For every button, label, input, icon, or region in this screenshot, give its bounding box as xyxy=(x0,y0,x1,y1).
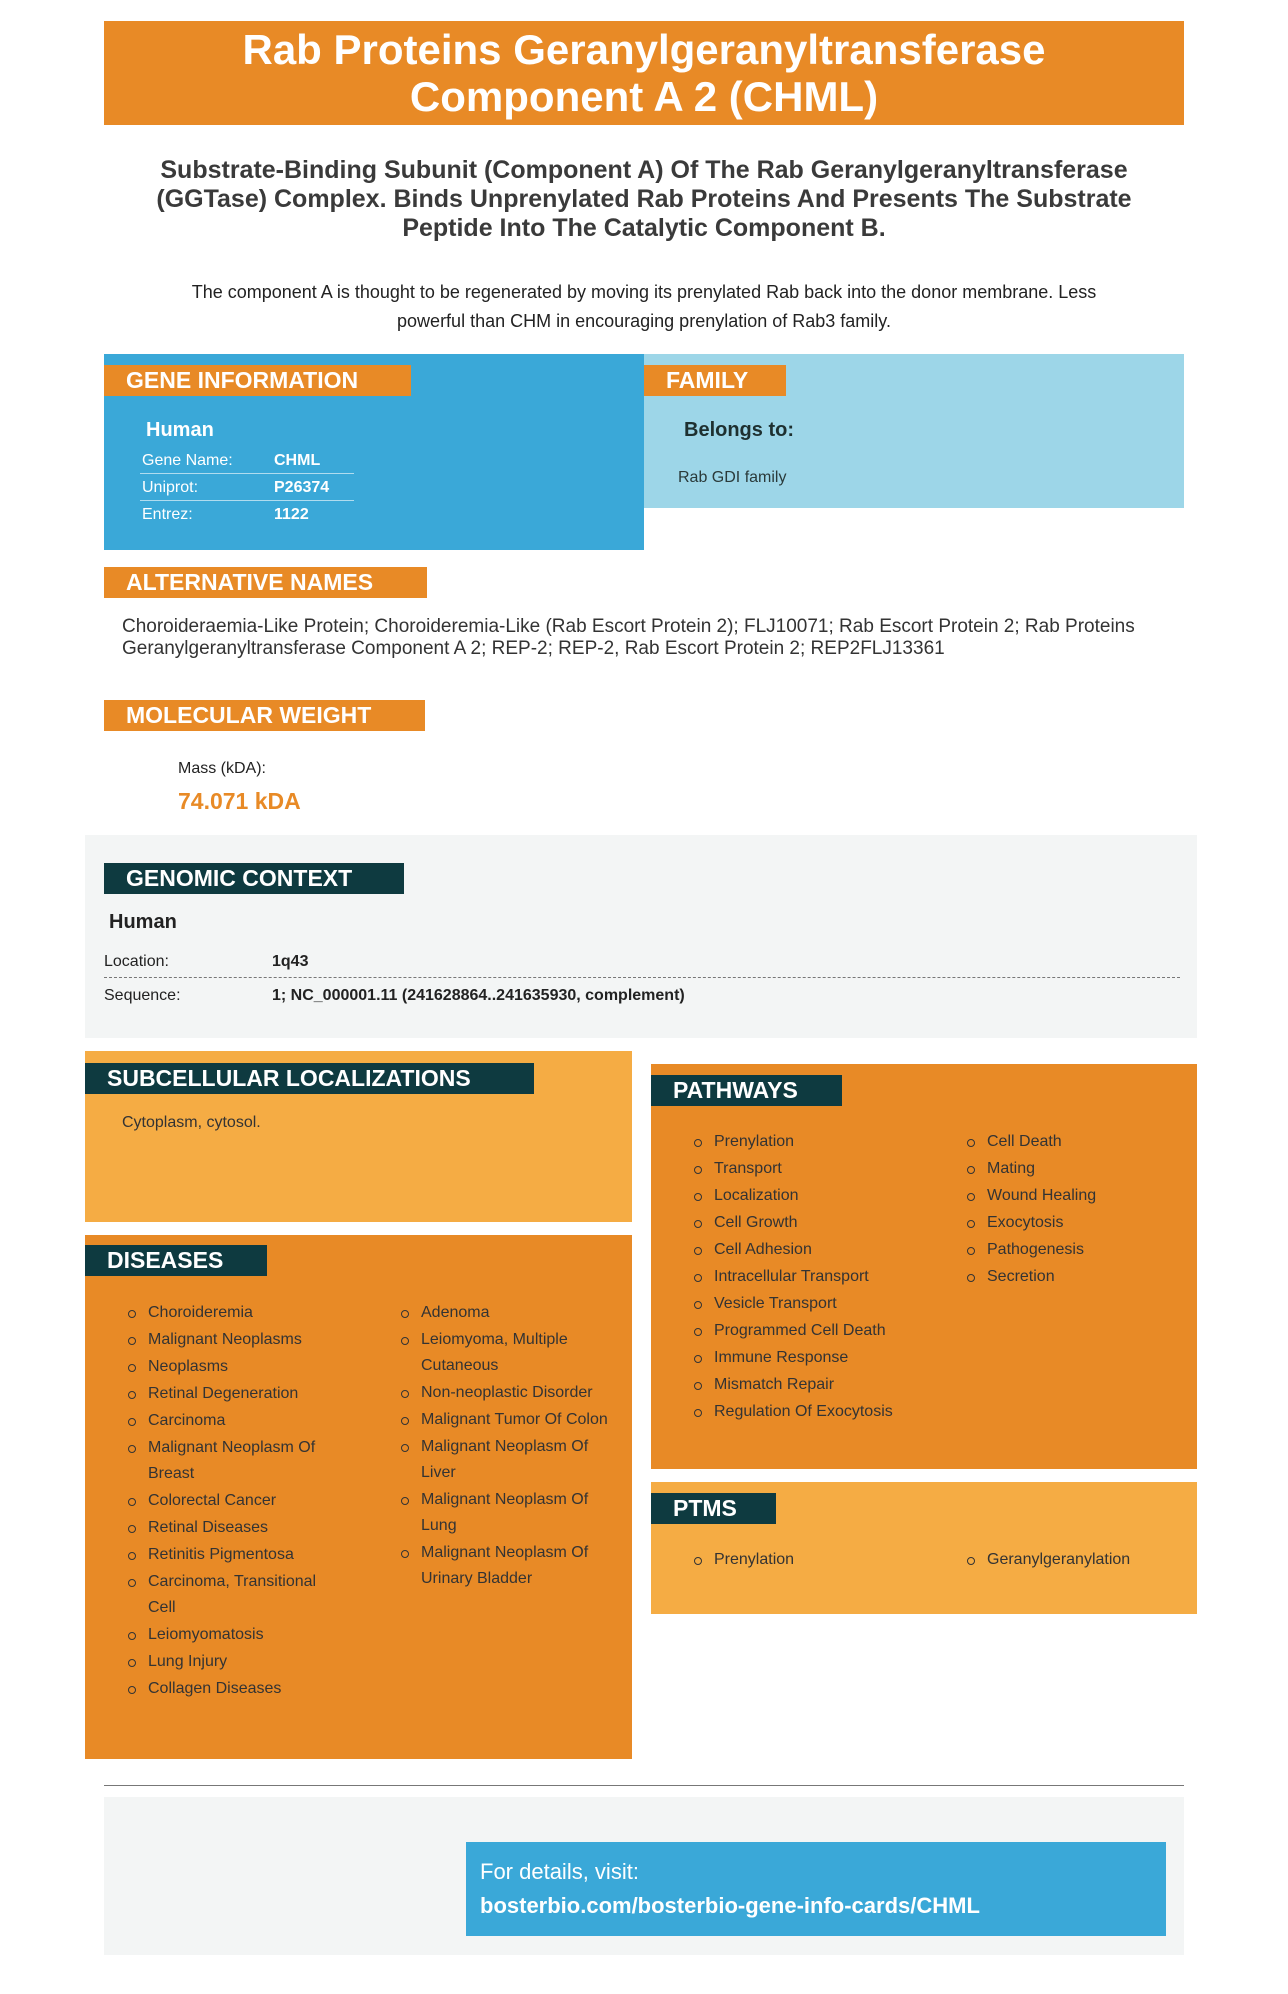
disease-item: Retinitis Pigmentosa xyxy=(126,1542,346,1568)
disease-item: Carcinoma, Transitional Cell xyxy=(126,1569,346,1621)
pathway-item: Exocytosis xyxy=(965,1210,1185,1236)
page-title: Rab Proteins Geranylgeranyltransferase Component A 2 (CHML) xyxy=(242,26,1046,120)
molecular-weight-heading: MOLECULAR WEIGHT xyxy=(104,700,425,731)
pathway-item: Cell Growth xyxy=(692,1210,922,1236)
uniprot-row xyxy=(140,474,354,501)
disease-item: Malignant Neoplasm Of Liver xyxy=(399,1434,624,1486)
gene-information-heading: GENE INFORMATION xyxy=(104,365,411,396)
pathway-item: Wound Healing xyxy=(965,1183,1185,1209)
disease-item: Adenoma xyxy=(399,1300,624,1326)
disease-item: Neoplasms xyxy=(126,1354,346,1380)
uniprot-value: P26374 xyxy=(274,479,330,496)
disease-item: Retinal Degeneration xyxy=(126,1381,346,1407)
sequence-label: Sequence: xyxy=(104,987,181,1004)
ptms-list-right xyxy=(965,1547,1185,1574)
disease-item: Retinal Diseases xyxy=(126,1515,346,1541)
mass-label: Mass (kDA): xyxy=(178,760,266,777)
protein-description: The component A is thought to be regenerated by moving its prenylated Rab back into the donor membrane. Less powerful than CHM in encouraging prenylation of Rab3 family. xyxy=(191,282,1097,331)
pathway-item: Intracellular Transport xyxy=(692,1264,922,1290)
footer-divider xyxy=(104,1785,1184,1786)
disease-item: Leiomyomatosis xyxy=(126,1622,346,1648)
details-callout xyxy=(466,1842,1166,1936)
entrez-label: Entrez: xyxy=(142,506,193,523)
entrez-value: 1122 xyxy=(274,506,309,523)
diseases-heading: DISEASES xyxy=(85,1245,267,1276)
gene-info-species: Human xyxy=(146,419,214,441)
entrez-row xyxy=(140,501,354,528)
disease-item: Colorectal Cancer xyxy=(126,1488,346,1514)
pathway-item: Cell Adhesion xyxy=(692,1237,922,1263)
pathway-item: Secretion xyxy=(965,1264,1185,1290)
location-row xyxy=(104,948,1180,978)
alternative-names-text: Choroideraemia-Like Protein; Choroideremia-Like (Rab Escort Protein 2); FLJ10071; Rab Escort Protein 2; Rab Proteins Geranylgeranyltransferase Component A 2; REP-2; REP-2, Rab Escort Protein 2; REP2FLJ13361 xyxy=(122,616,1135,659)
ptms-heading: PTMS xyxy=(651,1493,776,1524)
diseases-list-left xyxy=(126,1300,346,1703)
diseases-list-right xyxy=(399,1300,624,1593)
alternative-names-heading: ALTERNATIVE NAMES xyxy=(104,567,427,598)
family-value: Rab GDI family xyxy=(678,469,787,486)
gene-name-row xyxy=(140,447,354,474)
pathway-item: Transport xyxy=(692,1156,922,1182)
title-banner xyxy=(104,21,1184,125)
pathway-item: Immune Response xyxy=(692,1345,922,1371)
subcellular-heading: SUBCELLULAR LOCALIZATIONS xyxy=(85,1063,534,1094)
pathway-item: Localization xyxy=(692,1183,922,1209)
ptm-item: Prenylation xyxy=(692,1547,922,1573)
ptm-item: Geranylgeranylation xyxy=(965,1547,1185,1573)
disease-item: Choroideremia xyxy=(126,1300,346,1326)
disease-item: Leiomyoma, Multiple Cutaneous xyxy=(399,1327,624,1379)
pathways-heading: PATHWAYS xyxy=(651,1075,842,1106)
sequence-value: 1; NC_000001.11 (241628864..241635930, complement) xyxy=(272,987,685,1004)
pathway-item: Pathogenesis xyxy=(965,1237,1185,1263)
pathway-item: Prenylation xyxy=(692,1129,922,1155)
gene-name-label: Gene Name: xyxy=(142,452,233,469)
pathway-item: Cell Death xyxy=(965,1129,1185,1155)
pathway-item: Programmed Cell Death xyxy=(692,1318,922,1344)
location-label: Location: xyxy=(104,953,169,970)
disease-item: Malignant Neoplasm Of Lung xyxy=(399,1487,624,1539)
family-heading: FAMILY xyxy=(644,365,786,396)
disease-item: Carcinoma xyxy=(126,1408,346,1434)
genomic-species: Human xyxy=(109,911,177,933)
location-value: 1q43 xyxy=(272,953,309,970)
uniprot-label: Uniprot: xyxy=(142,479,199,496)
gene-name-value: CHML xyxy=(274,452,321,469)
pathway-item: Mating xyxy=(965,1156,1185,1182)
pathway-item: Mismatch Repair xyxy=(692,1372,922,1398)
disease-item: Malignant Neoplasm Of Urinary Bladder xyxy=(399,1540,624,1592)
pathway-item: Vesicle Transport xyxy=(692,1291,922,1317)
disease-item: Malignant Neoplasms xyxy=(126,1327,346,1353)
disease-item: Collagen Diseases xyxy=(126,1676,346,1702)
pathways-list-left xyxy=(692,1129,922,1426)
genomic-context-heading: GENOMIC CONTEXT xyxy=(104,863,404,894)
sequence-row xyxy=(104,982,1180,1012)
ptms-list-left xyxy=(692,1547,922,1574)
protein-summary: Substrate-Binding Subunit (Component A) Of The Rab Geranylgeranyltransferase (GGTase) Complex. Binds Unprenylated Rab Proteins And Presents The Substrate Peptide Into The Catalytic Component B. xyxy=(156,156,1132,242)
details-link[interactable]: bosterbio.com/bosterbio-gene-info-cards/CHML xyxy=(480,1893,980,1918)
mass-value: 74.071 kDA xyxy=(178,788,301,814)
subcellular-text: Cytoplasm, cytosol. xyxy=(122,1114,261,1131)
disease-item: Malignant Tumor Of Colon xyxy=(399,1407,624,1433)
details-label: For details, visit: xyxy=(480,1859,639,1884)
pathways-list-right xyxy=(965,1129,1185,1291)
disease-item: Malignant Neoplasm Of Breast xyxy=(126,1435,346,1487)
family-belongs-label: Belongs to: xyxy=(684,419,794,441)
disease-item: Non-neoplastic Disorder xyxy=(399,1380,624,1406)
pathway-item: Regulation Of Exocytosis xyxy=(692,1399,922,1425)
disease-item: Lung Injury xyxy=(126,1649,346,1675)
